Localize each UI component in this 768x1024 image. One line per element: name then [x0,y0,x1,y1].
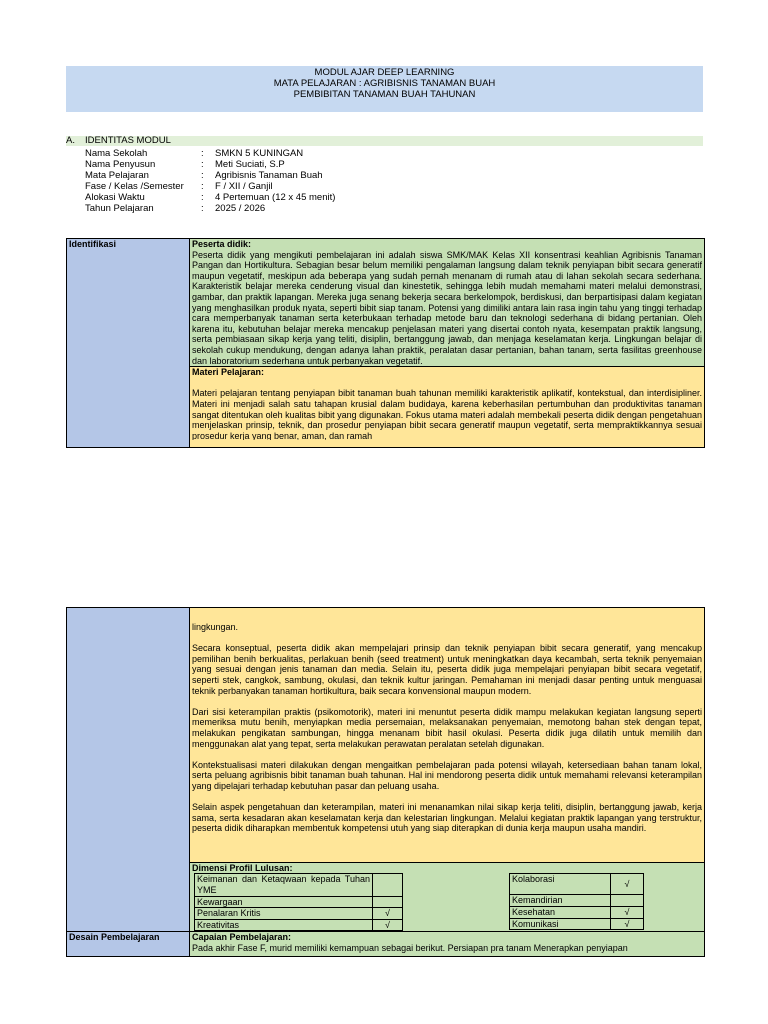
materi-pelajaran-cell [190,367,705,448]
peserta-didik-title: Peserta didik: [192,239,252,249]
dimensi-check [373,896,403,908]
materi-continuation-text: lingkungan. [192,622,239,632]
identitas-row [85,148,485,159]
dimensi-item: Kreativitas [195,919,373,931]
identitas-value: F / XII / Ganjil [215,181,273,192]
dimensi-check: √ [373,919,403,931]
dimensi-right-table [509,873,644,930]
materi-paragraph: Secara konseptual, peserta didik akan mempelajari prinsip dan teknik penyiapan bibit secara generatif, yang mencakup pemilihan benih berkualitas, perlakuan benih (seed treatment) untuk meningkatkan daya kecambah, serta teknik penyemaian yang sesuai dengan jenis tanaman dan media. Selain itu, peserta didik juga mempelajari penyiapan bibit secara vegetatif, seperti stek, cangkok, sambung, okulasi, dan teknik kultur jaringan. Pemahaman ini menjadi dasar penting untuk menguasai teknik perbanyakan tanaman hortikultura, baik secara konvensional maupun modern. [192,643,702,696]
header-line-1: MODUL AJAR DEEP LEARNING [314,67,455,78]
dimensi-check: √ [611,874,644,895]
materi-continuation-table [66,607,705,957]
dimensi-item: Penalaran Kritis [195,908,373,920]
desain-pembelajaran-label: Desain Pembelajaran [67,932,190,957]
identitas-sep: : [201,170,204,181]
capaian-pembelajaran-text: Pada akhir Fase F, murid memiliki kemampuan sebagai berikut. Persiapan pra tanam Menerapkan penyiapan [192,943,628,954]
materi-paragraph: Kontekstualisasi materi dilakukan dengan mengaitkan pembelajaran pada potensi wilayah, ketersediaan bahan tanam lokal, serta peluang agribisnis bibit tanaman buah tahunan. Hal ini mendorong peserta didik untuk memahami relevansi keterampilan yang dipelajari terhadap kebutuhan pasar dan peluang usaha. [192,759,702,791]
identitas-value: 4 Pertemuan (12 x 45 menit) [215,192,336,203]
identitas-list [85,148,485,214]
header-line-3: PEMBIBITAN TANAMAN BUAH TAHUNAN [293,89,476,100]
identitas-value: SMKN 5 KUNINGAN [215,148,304,159]
identitas-sep: : [201,203,204,214]
dimensi-profil-title: Dimensi Profil Lulusan: [192,862,293,873]
materi-paragraph: Selain aspek pengetahuan dan keterampilan, materi ini menanamkan nilai sikap kerja teliti, disiplin, bertanggung jawab, kerja sama, serta kesadaran akan keselamatan kerja dan kelestarian lingkungan. Melalui kegiatan praktik lapangan yang terstruktur, peserta didik diharapkan membentuk kompetensi utuh yang siap diterapkan di dunia kerja maupun usaha mandiri. [192,802,702,834]
materi-continuation-cell [190,608,705,863]
dimensi-item: Keimanan dan Ketaqwaan kepada Tuhan YME [195,874,373,896]
identitas-sep: : [201,192,204,203]
identitas-key: Alokasi Waktu [85,192,145,203]
dimensi-item: Kesehatan [510,907,611,919]
peserta-didik-text: Peserta didik yang mengikuti pembelajaran ini adalah siswa SMK/MAK Kelas XII konsentrasi keahlian Agribisnis Tanaman Pangan dan Hortikultura. Sebagian besar belum memiliki pengalaman langsung dalam teknik penyiapan bibit secara generatif maupun vegetatif, meskipun ada beberapa yang sudah pernah menanam di rumah atau di lahan sekolah secara sederhana. Karakteristik belajar mereka cenderung visual dan kinestetik, sehingga lebih mudah memahami materi melalui demonstrasi, gambar, dan praktik lapangan. Mereka juga senang bekerja secara berkelompok, berdiskusi, dan berpartisipasi dalam kegiatan yang menghasilkan produk nyata, seperti bibit siap tanam. Potensi yang dimiliki antara lain rasa ingin tahu yang tinggi terhadap cara memperbanyak tanaman serta keterbukaan terhadap metode baru dan teknologi sederhana di bidang pertanian. Oleh karena itu, kebutuhan belajar mereka mencakup penjelasan materi yang disertai contoh nyata, kesempatan praktik langsung, serta pembiasaan sikap kerja yang teliti, disiplin, bertanggung jawab, dan menjaga keselamatan kerja. Lingkungan belajar di sekolah cukup mendukung, dengan adanya lahan praktik, peralatan dasar pertanian, bahan tanam, serta fasilitas greenhouse dan laboratorium sederhana untuk perbanyakan vegetatif. [192,249,702,366]
materi-pelajaran-title: Materi Pelajaran: [192,367,265,378]
identitas-value: Agribisnis Tanaman Buah [215,170,323,181]
dimensi-item: Kewargaan [195,896,373,908]
identitas-sep: : [201,159,204,170]
identitas-value: 2025 / 2026 [215,203,266,214]
dimensi-check: √ [611,918,644,930]
left-empty-cell [67,608,190,932]
identitas-key: Nama Sekolah [85,148,148,159]
materi-pelajaran-text: Materi pelajaran tentang penyiapan bibit tanaman buah tahunan memiliki karakteristik aplikatif, kontekstual, dan interdisipliner. Materi ini menjadi salah satu tahapan krusial dalam budidaya, karena keberhasilan pertumbuhan dan produktivitas tanaman sangat ditentukan oleh kualitas bibit yang digunakan. Fokus utama materi adalah membekali peserta didik dengan pengetahuan menjelaskan prinsip, teknik, dan prosedur penyiapan bibit secara generatif maupun vegetatif, serta mempraktikkannya sesuai prosedur kerja yang benar, aman, dan ramah [192,388,702,441]
identifikasi-table [66,238,705,448]
identitas-key: Nama Penyusun [85,159,156,170]
dimensi-check [611,895,644,907]
identitas-row [85,159,485,170]
dimensi-check [373,874,403,896]
section-title: IDENTITAS MODUL [85,135,171,146]
identitas-row [85,203,485,214]
identifikasi-label: Identifikasi [67,239,190,448]
header-line-2: MATA PELAJARAN : AGRIBISNIS TANAMAN BUAH [273,78,496,89]
peserta-didik-cell [190,239,705,367]
identitas-sep: : [201,181,204,192]
identitas-value: Meti Suciati, S.P [215,159,285,170]
identitas-row [85,181,485,192]
dimensi-check: √ [373,908,403,920]
dimensi-left-table [194,873,403,931]
dimensi-profil-cell [190,862,705,932]
document-header [66,66,703,112]
capaian-pembelajaran-title: Capaian Pembelajaran: [192,932,292,943]
section-a-heading [66,136,703,146]
section-letter: A. [66,135,75,146]
dimensi-item: Kolaborasi [510,874,611,895]
identitas-key: Tahun Pelajaran [85,203,154,214]
materi-paragraph: Dari sisi keterampilan praktis (psikomotorik), materi ini menuntut peserta didik mampu melakukan kegiatan langsung seperti memeriksa mutu benih, menyiapkan media persemaian, melaksanakan penyemaian, memotong bahan stek dengan tepat, melakukan pengikatan sambungan, hingga menanam bibit hasil okulasi. Peserta didik juga dilatih untuk memilih dan menggunakan alat yang tepat, serta melakukan perawatan peralatan setelah digunakan. [192,706,702,749]
identitas-key: Mata Pelajaran [85,170,149,181]
capaian-pembelajaran-cell [190,932,705,957]
dimensi-item: Kemandirian [510,895,611,907]
identitas-sep: : [201,148,204,159]
identitas-row [85,170,485,181]
identitas-row [85,192,485,203]
dimensi-item: Komunikasi [510,918,611,930]
dimensi-check: √ [611,907,644,919]
identitas-key: Fase / Kelas /Semester [85,181,184,192]
